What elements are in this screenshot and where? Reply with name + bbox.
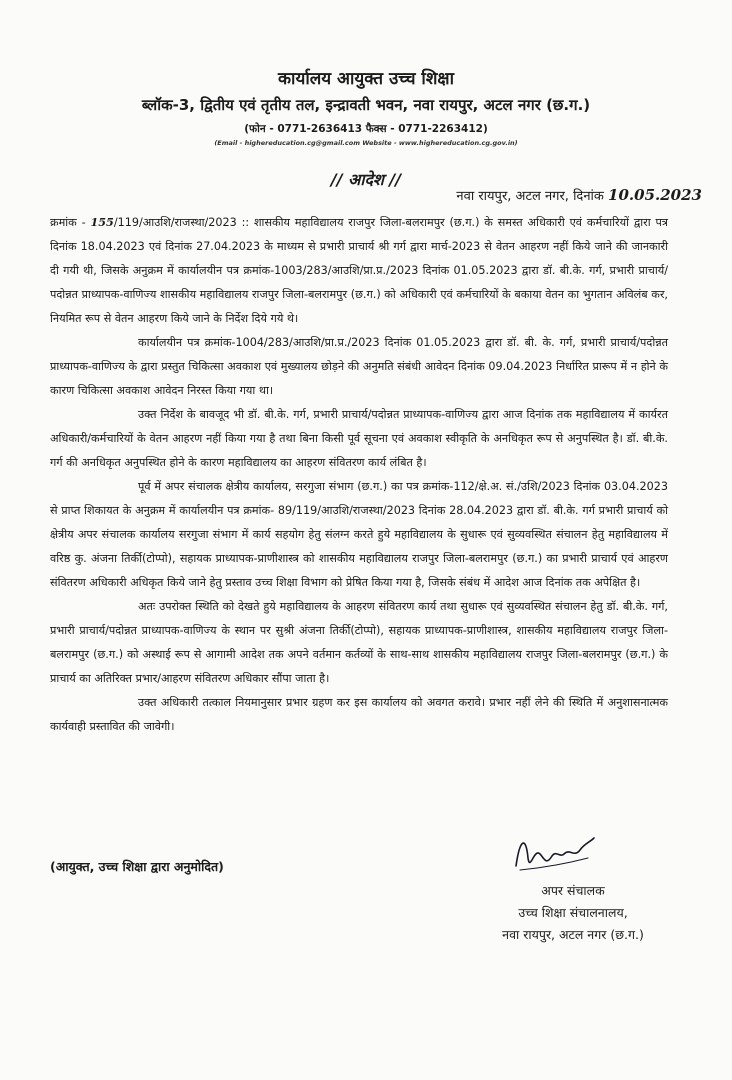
paragraph-4: पूर्व में अपर संचालक क्षेत्रीय कार्यालय, सरगुजा संभाग (छ.ग.) का पत्र क्रमांक-112/क्षे.अ. सं./उशि/2023 दिनांक 03.04.2023 से प्राप्त शिकायत के अनुक्रम में कार्यालयीन पत्र क्रमांक- 89/119/आउशि/राजस्था/2023 दिनांक 28.04.2023 द्वारा डॉ. बी.के. गर्ग प्रभारी प्राचार्य को क्षेत्रीय अपर संचालक कार्यालय सरगुजा संभाग में कार्य सहयोग हेतु संलग्न करते हुये महाविद्यालय के सुधारू एवं सुव्यवस्थित संचालन हेतु महाविद्यालय में वरिष्ठ कु. अंजना तिर्की(टोप्पो), सहायक प्राध्यापक-प्राणीशास्त्र को शासकीय महाविद्यालय राजपुर जिला-बलरामपुर (छ.ग.) का प्रभारी प्राचार्य एवं आहरण संवितरण अधिकारी अधिकृत किये जाने हेतु प्रस्ताव उच्च शिक्षा विभाग को प्रेषित किया गया है, जिसके संबंध में आदेश आज दिनांक तक अपेक्षित है। — [50, 480, 668, 589]
office-contact: (फोन - 0771-2636413 फैक्स - 0771-2263412) — [244, 123, 488, 135]
office-title: कार्यालय आयुक्त उच्च शिक्षा — [278, 69, 454, 89]
signatory-designation: अपर संचालक — [541, 883, 605, 898]
signatory-place: नवा रायपुर, अटल नगर (छ.ग.) — [502, 927, 644, 942]
paragraph-1 — [50, 210, 668, 331]
order-number: 155 — [90, 215, 114, 229]
order-body — [50, 210, 668, 739]
order-number-prefix: क्रमांक - — [50, 216, 86, 229]
place-date-label: नवा रायपुर, अटल नगर, दिनांक — [456, 189, 604, 204]
office-web: (Email - highereducation.cg@gmail.com Website - www.highereducation.cg.gov.in) — [214, 139, 518, 147]
signature-block — [468, 880, 678, 946]
paragraph-2: कार्यालयीन पत्र क्रमांक-1004/283/आउशि/प्रा.प्र./2023 दिनांक 01.05.2023 द्वारा डॉ. बी. के. गर्ग, प्रभारी प्राचार्य/पदोन्नत प्राध्यापक-वाणिज्य के द्वारा प्रस्तुत चिकित्सा अवकाश एवं मुख्यालय छोड़ने की अनुमति संबंधी आवेदन दिनांक 09.04.2023 निर्धारित प्रारूप में न होने के कारण चिकित्सा अवकाश आवेदन निरस्त किया गया था। — [50, 336, 668, 397]
order-date: 10.05.2023 — [608, 186, 702, 204]
office-address: ब्लॉक-3, द्वितीय एवं तृतीय तल, इन्द्रावती भवन, नवा रायपुर, अटल नगर (छ.ग.) — [141, 96, 591, 114]
paragraph-5: अतः उपरोक्त स्थिति को देखते हुये महाविद्यालय के आहरण संवितरण कार्य तथा सुधारू एवं सुव्यवस्थित संचालन हेतु डॉ. बी.के. गर्ग, प्रभारी प्राचार्य/पदोन्नत प्राध्यापक-वाणिज्य के स्थान पर सुश्री अंजना तिर्की(टोप्पो), सहायक प्राध्यापक-प्राणीशास्त्र, शासकीय महाविद्यालय राजपुर जिला-बलरामपुर (छ.ग.) को अस्थाई रूप से आगामी आदेश तक अपने वर्तमान कर्तव्यों के साथ-साथ शासकीय महाविद्यालय राजपुर जिला-बलरामपुर (छ.ग.) के प्राचार्य का अतिरिक्त प्रभार/आहरण संवितरण अधिकार सौंपा जाता है। — [50, 600, 668, 685]
place-date-line — [456, 186, 702, 204]
paragraph-3: उक्त निर्देश के बावजूद भी डॉ. बी.के. गर्ग, प्रभारी प्राचार्य/पदोन्नत प्राध्यापक-वाणिज्य द्वारा आज दिनांक तक महाविद्यालय में कार्यरत अधिकारी/कर्मचारियों के वेतन आहरण नहीं किया गया है तथा बिना किसी पूर्व सूचना एवं अवकाश स्वीकृति के अनधिकृत रूप से अनुपस्थित है। डॉ. बी.के. गर्ग की अनधिकृत अनुपस्थित होने के कारण महाविद्यालय का आहरण संवितरण कार्य लंबित है। — [50, 408, 668, 469]
paragraph-6: उक्त अधिकारी तत्काल नियमानुसार प्रभार ग्रहण कर इस कार्यालय को अवगत करावे। प्रभार नहीं लेने की स्थिति में अनुशासनात्मक कार्यवाही प्रस्तावित की जावेगी। — [50, 696, 668, 733]
paragraph-1-text: /119/आउशि/राजस्था/2023 :: शासकीय महाविद्यालय राजपुर जिला-बलरामपुर (छ.ग.) के समस्त अधिकारी एवं कर्मचारियों द्वारा पत्र दिनांक 18.04.2023 एवं दिनांक 27.04.2023 के माध्यम से प्रभारी प्राचार्य श्री गर्ग द्वारा मार्च-2023 से वेतन आहरण नहीं किये जाने की जानकारी दी गयी थी, जिसके अनुक्रम में कार्यालयीन पत्र क्रमांक-1003/283/आउशि/प्रा.प्र./2023 दिनांक 01.05.2023 द्वारा डॉ. बी.के. गर्ग, प्रभारी प्राचार्य/पदोन्नत प्राध्यापक-वाणिज्य शासकीय महाविद्यालय राजपुर जिला-बलरामपुर (छ.ग.) को अधिकारी एवं कर्मचारियों के बकाया वेतन का भुगतान अविलंब कर, नियमित रूप से वेतन आहरण किये जाने के निर्देश दिये गये थे। — [50, 216, 668, 325]
signatory-department: उच्च शिक्षा संचालनालय, — [518, 905, 628, 920]
order-heading: // आदेश // — [330, 170, 402, 189]
handwritten-signature — [510, 828, 600, 878]
approval-note: (आयुक्त, उच्च शिक्षा द्वारा अनुमोदित) — [50, 859, 224, 874]
